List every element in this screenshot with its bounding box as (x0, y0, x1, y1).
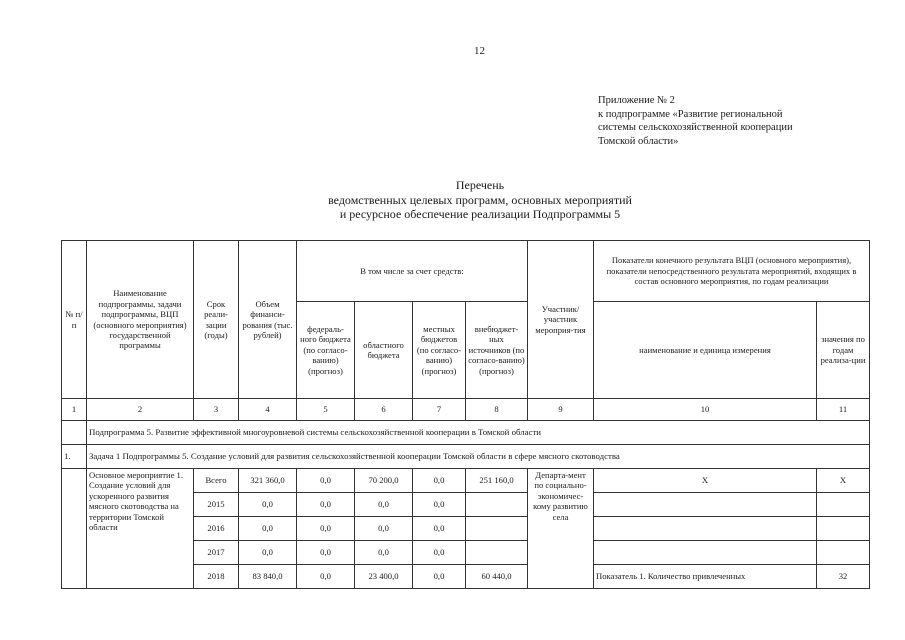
header-extra: внебюджет-ных источников (по согласо-ванию) (прогноз) (466, 302, 528, 399)
measure-num-cell (62, 469, 87, 589)
title-line: Перечень (455, 178, 505, 192)
row-federal: 0,0 (297, 517, 355, 541)
document-title (250, 178, 710, 222)
row-value (817, 517, 870, 541)
row-indicator: Показатель 1. Количество привлеченных (594, 565, 817, 589)
col-number: 1 (62, 399, 87, 421)
col-number: 8 (466, 399, 528, 421)
header-volume: Объем финанси-рования (тыс. рублей) (239, 241, 297, 399)
row-term: Всего (194, 469, 239, 493)
row-volume: 0,0 (239, 541, 297, 565)
col-number: 10 (594, 399, 817, 421)
row-volume: 0,0 (239, 517, 297, 541)
appendix-line: Томской области» (598, 135, 679, 147)
row-regional: 0,0 (355, 517, 413, 541)
row-extra: 251 160,0 (466, 469, 528, 493)
page-number: 12 (474, 45, 485, 57)
row-indicator (594, 493, 817, 517)
row-federal: 0,0 (297, 565, 355, 589)
row-indicator (594, 541, 817, 565)
row-federal: 0,0 (297, 541, 355, 565)
subprogram-title: Подпрограмма 5. Развитие эффективной многоуровневой системы сельскохозяйственной кооперации в Томской области (87, 421, 870, 445)
header-term: Срок реали-зации (годы) (194, 241, 239, 399)
row-local: 0,0 (413, 493, 466, 517)
header-federal: федераль-ного бюджета (по согласо-ванию) (прогноз) (297, 302, 355, 399)
row-term: 2018 (194, 565, 239, 589)
task-num: 1. (62, 445, 87, 469)
header-participant: Участник/ участник мероприя-тия (528, 241, 594, 399)
title-line: и ресурсное обеспечение реализации Подпрограммы 5 (339, 207, 621, 221)
col-number: 5 (297, 399, 355, 421)
row-volume: 0,0 (239, 493, 297, 517)
row-extra (466, 541, 528, 565)
header-sources-group: В том числе за счет средств: (297, 241, 528, 302)
col-number: 9 (528, 399, 594, 421)
row-local: 0,0 (413, 565, 466, 589)
row-federal: 0,0 (297, 469, 355, 493)
col-number: 11 (817, 399, 870, 421)
header-regional: областного бюджета (355, 302, 413, 399)
header-local: местных бюджетов (по согласо-ванию) (прогноз) (413, 302, 466, 399)
appendix-line: системы сельскохозяйственной кооперации (598, 122, 793, 133)
subprogram-num-cell (62, 421, 87, 445)
row-local: 0,0 (413, 517, 466, 541)
row-local: 0,0 (413, 541, 466, 565)
row-extra: 60 440,0 (466, 565, 528, 589)
col-number: 2 (87, 399, 194, 421)
header-indicators-group: Показатели конечного результата ВЦП (основного мероприятия), показатели непосредственного результата мероприятий, входящих в состав основного мероприятия, по годам реализации (594, 241, 870, 302)
header-indicator-values: значения по годам реализа-ции (817, 302, 870, 399)
row-federal: 0,0 (297, 493, 355, 517)
row-extra (466, 493, 528, 517)
appendix-note (598, 94, 846, 148)
row-local: 0,0 (413, 469, 466, 493)
row-value: Х (817, 469, 870, 493)
col-number: 4 (239, 399, 297, 421)
header-indicator-name: наименование и единица измерения (594, 302, 817, 399)
row-regional: 70 200,0 (355, 469, 413, 493)
col-number: 3 (194, 399, 239, 421)
measure-name: Основное мероприятие 1. Создание условий для ускоренного развития мясного скотоводства на территории Томской области (87, 469, 194, 589)
row-value (817, 541, 870, 565)
row-extra (466, 517, 528, 541)
row-indicator (594, 517, 817, 541)
title-line: ведомственных целевых программ, основных мероприятий (328, 192, 632, 207)
appendix-line: Приложение № 2 (598, 95, 675, 106)
row-term: 2017 (194, 541, 239, 565)
row-regional: 23 400,0 (355, 565, 413, 589)
row-regional: 0,0 (355, 493, 413, 517)
row-indicator: Х (594, 469, 817, 493)
header-name: Наименование подпрограммы, задачи подпрограммы, ВЦП (основного мероприятия) государственной программы (87, 241, 194, 399)
row-value (817, 493, 870, 517)
col-number: 7 (413, 399, 466, 421)
header-num: № п/п (62, 241, 87, 399)
col-number: 6 (355, 399, 413, 421)
row-term: 2016 (194, 517, 239, 541)
row-volume: 83 840,0 (239, 565, 297, 589)
row-term: 2015 (194, 493, 239, 517)
task-title: Задача 1 Подпрограммы 5. Создание условий для развития сельскохозяйственной кооперации Томской области в сфере мясного скотоводства (87, 445, 870, 469)
row-regional: 0,0 (355, 541, 413, 565)
resource-table (61, 240, 870, 589)
measure-participant: Департа-мент по социально-экономичес-кому развитию села (528, 469, 594, 589)
row-volume: 321 360,0 (239, 469, 297, 493)
appendix-line: к подпрограмме «Развитие региональной (598, 108, 783, 120)
row-value: 32 (817, 565, 870, 589)
